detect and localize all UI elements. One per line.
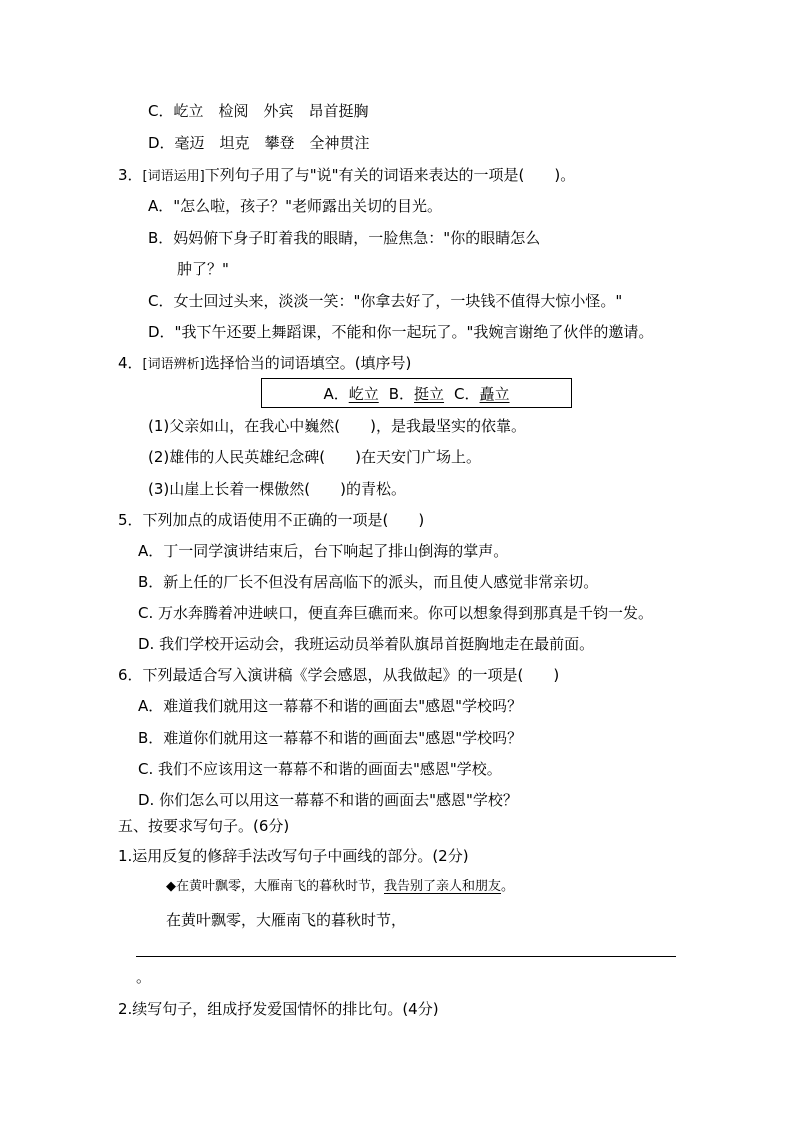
- q6-option-a: A．难道我们就用这一幕幕不和谐的画面去"感恩"学校吗？: [138, 697, 523, 715]
- sec5-example-underlined: 我告别了亲人和朋友: [384, 879, 502, 894]
- q4-label-a: A．: [323, 385, 349, 403]
- answer-blank-line: [136, 956, 676, 957]
- q3-option-b-line2: 肿了？": [177, 260, 229, 278]
- q3-option-b-line1: B．妈妈俯下身子盯着我的眼睛，一脸焦急："你的眼睛怎么: [148, 229, 541, 247]
- q5-option-d: D. 我们学校开运动会，我班运动员举着队旗昂首挺胸地走在最前面。: [138, 635, 595, 653]
- q3-stem-line: [118, 165, 575, 187]
- q6-option-c: C. 我们不应该用这一幕幕不和谐的画面去"感恩"学校。: [138, 760, 502, 778]
- q4-stem: 选择恰当的词语填空。(填序号): [204, 354, 412, 372]
- sec5-example-end: 。: [501, 879, 515, 894]
- q4-sentence-3: (3)山崖上长着一棵傲然( )的青松。: [148, 480, 406, 498]
- q5-option-a: A．丁一同学演讲结束后，台下响起了排山倒海的掌声。: [138, 542, 509, 560]
- sec5-answer-start: 在黄叶飘零，大雁南飞的暮秋时节，: [166, 911, 407, 929]
- q4-sentence-2: (2)雄伟的人民英雄纪念碑( )在天安门广场上。: [148, 448, 481, 466]
- sec5-answer-end: 。: [136, 968, 152, 986]
- q3-option-a: A．"怎么啦，孩子？"老师露出关切的目光。: [148, 197, 443, 215]
- q4-sentence-1: (1)父亲如山，在我心中巍然( )，是我最坚实的依靠。: [148, 417, 526, 435]
- q5-option-b: B．新上任的厂长不但没有居高临下的派头，而且使人感觉非常亲切。: [138, 573, 599, 591]
- q3-option-d: D．"我下午还要上舞蹈课，不能和你一起玩了。"我婉言谢绝了伙伴的邀请。: [148, 323, 654, 341]
- q4-word-a: 屹立: [348, 385, 379, 403]
- q2-option-d: D．毫迈 坦克 攀登 全神贯注: [148, 134, 370, 152]
- sec5-example-prefix: ◆在黄叶飘零，大雁南飞的暮秋时节，: [166, 879, 384, 894]
- q6-stem: 6．下列最适合写入演讲稿《学会感恩，从我做起》的一项是( ): [118, 666, 560, 684]
- q6-option-d: D. 你们怎么可以用这一幕幕不和谐的画面去"感恩"学校？: [138, 791, 518, 809]
- q4-options-box: [261, 378, 572, 408]
- q4-number: 4．: [118, 354, 143, 372]
- q5-option-c: C. 万水奔腾着冲进峡口，便直奔巨礁而来。你可以想象得到那真是千钧一发。: [138, 604, 654, 622]
- q4-label-c: C．: [454, 385, 480, 403]
- q4-tag: [词语辨析]: [142, 357, 205, 372]
- sec5-q1-stem: 1.运用反复的修辞手法改写句子中画线的部分。(2分): [118, 847, 469, 865]
- q4-label-b: B．: [388, 385, 415, 403]
- sec5-example-sentence: [166, 877, 514, 897]
- q3-number: 3．: [118, 166, 143, 184]
- q3-stem: 下列句子用了与"说"有关的词语来表达的一项是( )。: [204, 166, 576, 184]
- q4-stem-line: [118, 353, 411, 375]
- q4-options: [262, 384, 571, 404]
- q6-option-b: B．难道你们就用这一幕幕不和谐的画面去"感恩"学校吗？: [138, 729, 523, 747]
- q2-option-c: C．屹立 检阅 外宾 昂首挺胸: [148, 102, 369, 120]
- section-5-title: 五、按要求写句子。(6分): [118, 817, 290, 835]
- q4-word-c: 矗立: [479, 385, 510, 403]
- q3-option-c: C．女士回过头来，淡淡一笑："你拿去好了，一块钱不值得大惊小怪。": [148, 292, 623, 310]
- q3-tag: [词语运用]: [142, 169, 205, 184]
- sec5-q2-stem: 2.续写句子，组成抒发爱国情怀的排比句。(4分): [118, 1000, 439, 1018]
- q4-word-b: 挺立: [414, 385, 445, 403]
- q5-stem: 5．下列加点的成语使用不正确的一项是( ): [118, 511, 425, 529]
